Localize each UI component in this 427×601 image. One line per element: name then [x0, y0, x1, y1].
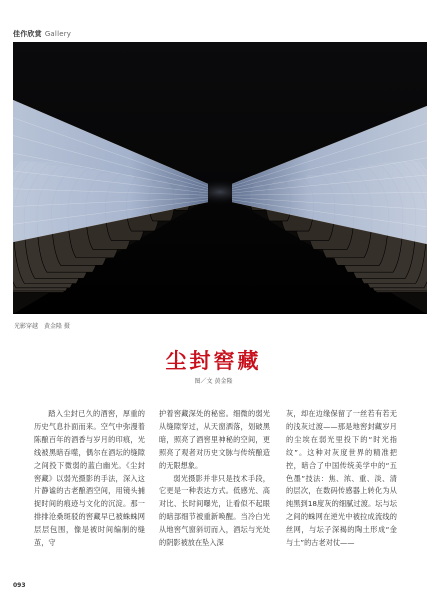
- article-byline: 图／文 黄金隆: [194, 378, 233, 385]
- section-title-en: Gallery: [44, 30, 72, 38]
- article-column-1: [34, 408, 145, 550]
- article-column-2: [159, 408, 270, 550]
- caption-credit: 黄金隆 摄: [44, 323, 70, 330]
- section-title-cn: 佳作欣赏: [13, 30, 42, 38]
- page-number: 093: [13, 582, 26, 589]
- cellar-photo: [13, 42, 427, 314]
- article-column-3: 灰，却在边缘保留了一丝若有若无的浅灰过渡——那是地窖封藏岁月的尘埃在弱光里投下的“时光指纹”。这种对灰度世界的精准把控，暗合了中国传统美学中的“五色墨”技法：焦、浓、重、淡、清的层次，在数码传感器上转化为从纯黑到18度灰的细腻过渡。坛与坛之间的蛛网在逆光中被拉成流线的丝网，与坛子深褐的陶土形成“金与土”的古老对仗——: [286, 409, 397, 548]
- column-2-paragraph: 护着窖藏深处的秘密。细微的弱光从缝隙穿过，从天窗洒落，划破黑暗，照亮了酒窖里神秘的空间，更照亮了观者对历史文脉与传统酿造的无限想象。: [159, 409, 270, 470]
- article-title: 尘封窖藏: [165, 348, 262, 373]
- column-2-paragraph: 弱光摄影并非只是技术手段，它更是一种表达方式。低感光、高对比、长时间曝光，让看似不起眼的暗部细节被重新唤醒。当冷白光从地窖气窗斜切而入，酒坛与光处的阴影被放在坠入深: [159, 473, 270, 548]
- column-1-text: 踏入尘封已久的酒窖，厚重的历史气息扑面而来。空气中弥漫着陈酿百年的酒香与岁月的印痕，光线被黑暗吞噬，偶尔在酒坛的缝隙之间投下微弱的蓝白幽光。《尘封窖藏》以弱光摄影的手法，深入这片静谧的古老酿酒空间，用镜头捕捉时间的痕迹与文化的沉淀。那一排排沧桑斑驳的窖藏早已被蛛蛛网层层包围，像是被时间编制的缝茧，守: [34, 409, 145, 548]
- photo-caption: [14, 321, 70, 330]
- section-header: [13, 29, 71, 39]
- caption-title: 光影穿越: [14, 323, 39, 330]
